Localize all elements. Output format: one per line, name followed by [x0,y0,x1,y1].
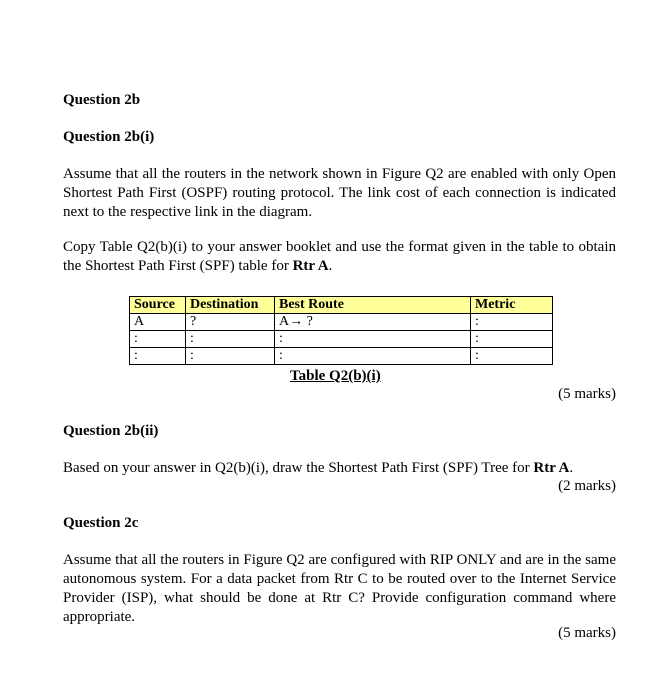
table-caption: Table Q2(b)(i) [290,368,381,384]
table-cell: : [130,331,186,348]
paragraph-2-period: . [328,258,333,274]
question-2b-i-paragraph-1: Assume that all the routers in the network shown in Figure Q2 are enabled with only Open Shortest Path First (OSPF) routing protocol. The link cost of each connection is indicated next to the respective link in the diagram. [63,166,616,220]
question-2b-heading: Question 2b [63,92,141,108]
table-cell: : [471,331,553,348]
table-cell: A [130,314,186,331]
table-cell: A→ ? [275,314,471,331]
table-cell: : [275,331,471,348]
paragraph-3-period: . [569,460,574,476]
table-row [130,331,553,348]
table-row [130,348,553,365]
question-2c-heading: Question 2c [63,515,139,531]
marks-2b-ii: (2 marks) [558,478,616,494]
header-metric: Metric [471,297,553,314]
table-cell: : [186,348,275,365]
paragraph-2-text: Copy Table Q2(b)(i) to your answer booklet and use the format given in the table to obtain the Shortest Path First (SPF) table for [63,239,616,274]
spf-table [129,296,553,365]
table-cell: : [130,348,186,365]
paragraph-2-router: Rtr A [292,258,329,274]
table-cell: : [471,314,553,331]
question-2b-ii-paragraph [63,459,616,478]
table-header-row [130,297,553,314]
paragraph-3-text: Based on your answer in Q2(b)(i), draw the Shortest Path First (SPF) Tree for [63,460,530,476]
table-cell: : [275,348,471,365]
table-cell: ? [186,314,275,331]
marks-2c: (5 marks) [558,625,616,641]
paragraph-3-router: Rtr A [533,460,570,476]
question-2c-paragraph: Assume that all the routers in Figure Q2 are configured with RIP ONLY and are in the same autonomous system. For a data packet from Rtr C to be routed over to the Internet Service Provider (ISP), what should be done at Rtr C? Provide configuration command where appropriate. [63,552,616,625]
question-2b-i-heading: Question 2b(i) [63,129,155,145]
marks-2b-i: (5 marks) [558,386,616,402]
table-cell: : [471,348,553,365]
header-best-route: Best Route [275,297,471,314]
question-2b-i-paragraph-2 [63,238,616,276]
header-destination: Destination [186,297,275,314]
table-row [130,314,553,331]
question-2b-ii-heading: Question 2b(ii) [63,423,159,439]
header-source: Source [130,297,186,314]
table-cell: : [186,331,275,348]
